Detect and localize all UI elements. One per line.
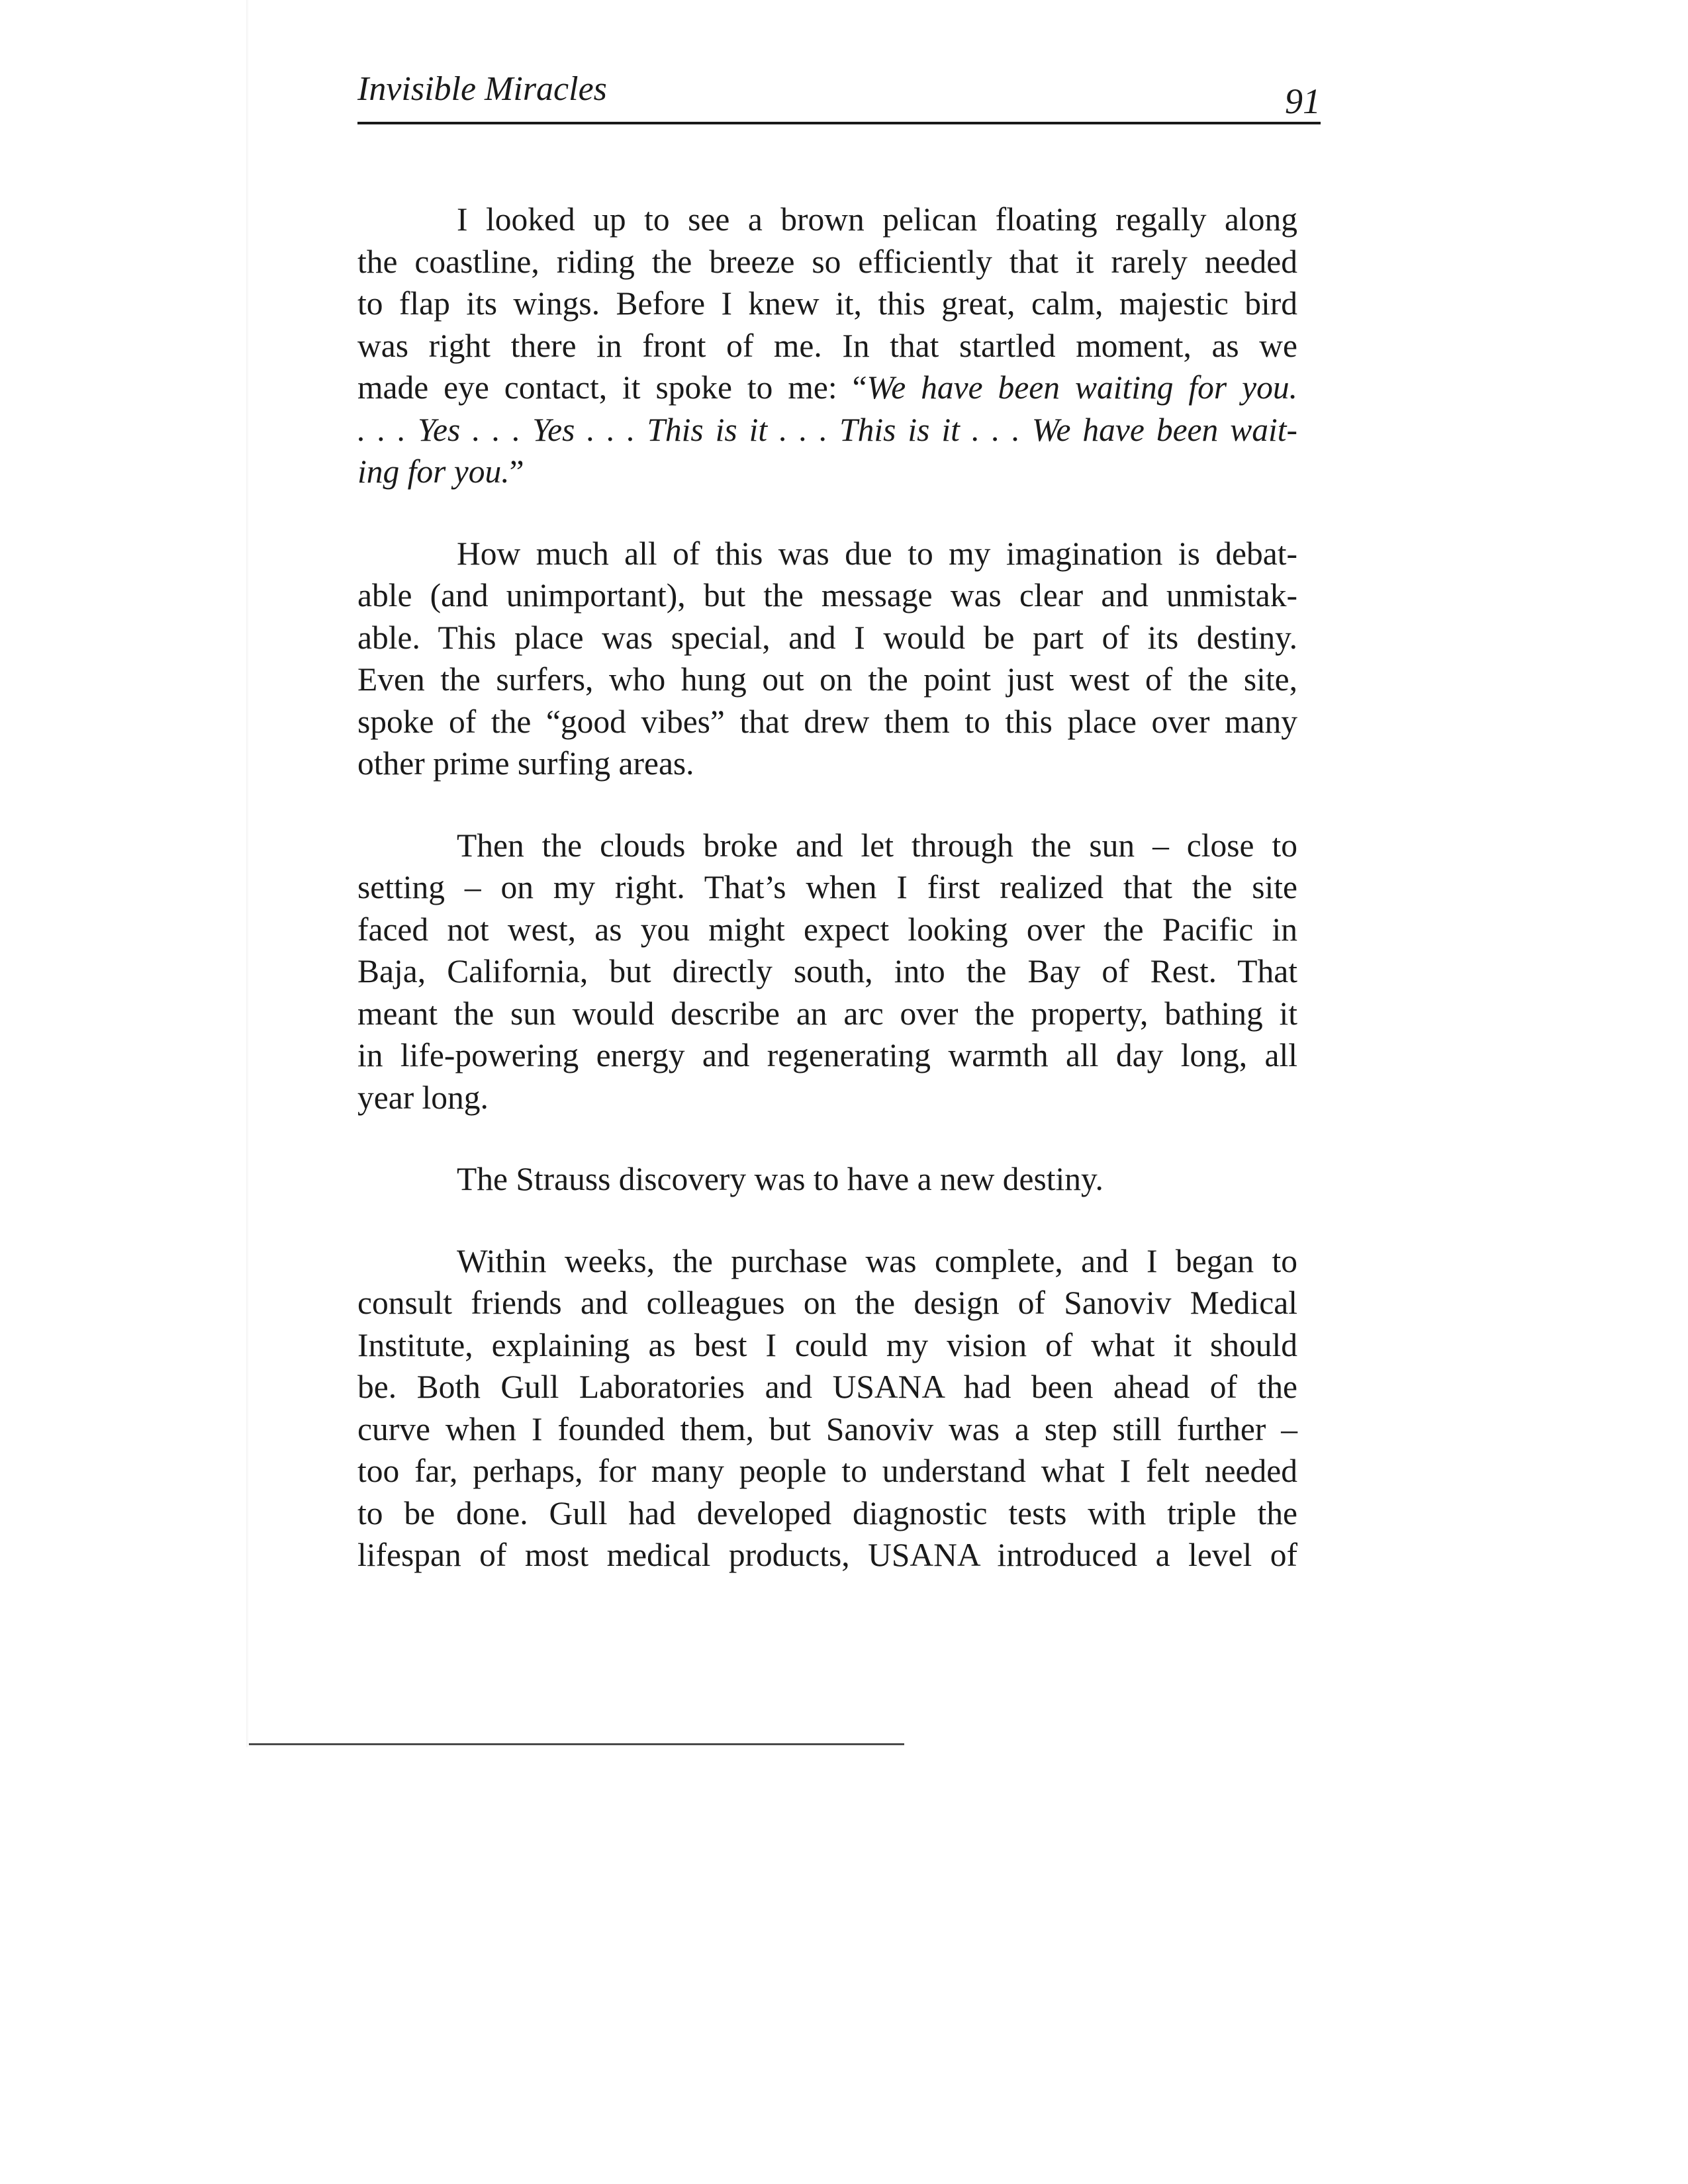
text-line: The Strauss discovery was to have a new destiny. xyxy=(457,1161,1103,1197)
quoted-speech: We have been waiting for you. xyxy=(867,369,1297,406)
paragraph-gap xyxy=(357,493,1297,533)
text-line: I looked up to see a brown pelican floating regally along xyxy=(457,201,1297,238)
paragraph xyxy=(357,825,1297,1119)
text-line: How much all of this was due to my imagination is debat- xyxy=(457,535,1297,572)
quoted-speech: ing for you. xyxy=(357,453,510,490)
paragraph xyxy=(357,1158,1297,1201)
quoted-speech-line: . . . Yes . . . Yes . . . This is it . . . This is it . . . We have been wait- xyxy=(357,411,1297,448)
text-line xyxy=(357,451,1297,493)
text-line: spoke of the “good vibes” that drew them to this place over many xyxy=(357,703,1297,740)
text-line: setting – on my right. That’s when I first realized that the site xyxy=(357,869,1297,905)
paragraph-gap xyxy=(357,1118,1297,1158)
text-line: the coastline, riding the breeze so efficiently that it rarely needed xyxy=(357,243,1297,280)
text-line: Institute, explaining as best I could my vision of what it should xyxy=(357,1326,1297,1363)
paragraph-gap xyxy=(357,785,1297,825)
text-line: year long. xyxy=(357,1079,489,1116)
body-text xyxy=(357,199,1297,1576)
page-edge-shadow xyxy=(246,0,249,1747)
page-number: 91 xyxy=(1285,81,1321,121)
paragraph xyxy=(357,199,1297,493)
text-line: was right there in front of me. In that startled moment, as we xyxy=(357,327,1297,364)
text-line: too far, perhaps, for many people to understand what I felt needed xyxy=(357,1453,1297,1489)
header-rule xyxy=(357,122,1321,124)
text-line: other prime surfing areas. xyxy=(357,745,694,782)
page-bottom-edge xyxy=(249,1743,904,1745)
running-head xyxy=(357,66,1321,139)
text-line: be. Both Gull Laboratories and USANA had been ahead of the xyxy=(357,1369,1297,1405)
text-line: to be done. Gull had developed diagnostic tests with triple the xyxy=(357,1494,1297,1531)
text-line: Even the surfers, who hung out on the point just west of the site, xyxy=(357,661,1297,698)
text-line: able (and unimportant), but the message was clear and unmistak- xyxy=(357,577,1297,614)
text-line: to flap its wings. Before I knew it, this great, calm, majestic bird xyxy=(357,285,1297,322)
text-line: Within weeks, the purchase was complete, and I began to xyxy=(457,1242,1297,1279)
text-line: able. This place was special, and I would be part of its destiny. xyxy=(357,619,1297,656)
text-line: Baja, California, but directly south, into the Bay of Rest. That xyxy=(357,953,1297,989)
text-line: lifespan of most medical products, USANA introduced a level of xyxy=(357,1537,1297,1573)
text-fragment: ” xyxy=(509,453,524,490)
text-line: Then the clouds broke and let through the sun – close to xyxy=(457,827,1297,864)
text-line: consult friends and colleagues on the design of Sanoviv Medical xyxy=(357,1285,1297,1321)
text-line xyxy=(357,367,1297,409)
text-line: in life-powering energy and regenerating warmth all day long, all xyxy=(357,1037,1297,1073)
paragraph xyxy=(357,1240,1297,1576)
text-line: faced not west, as you might expect looking over the Pacific in xyxy=(357,911,1297,948)
paragraph xyxy=(357,533,1297,785)
running-head-title: Invisible Miracles xyxy=(357,70,607,108)
text-line: meant the sun would describe an arc over the property, bathing it xyxy=(357,995,1297,1032)
paragraph-gap xyxy=(357,1201,1297,1240)
text-line: curve when I founded them, but Sanoviv was a step still further – xyxy=(357,1410,1297,1447)
text-fragment: made eye contact, it spoke to me: “ xyxy=(357,369,867,406)
